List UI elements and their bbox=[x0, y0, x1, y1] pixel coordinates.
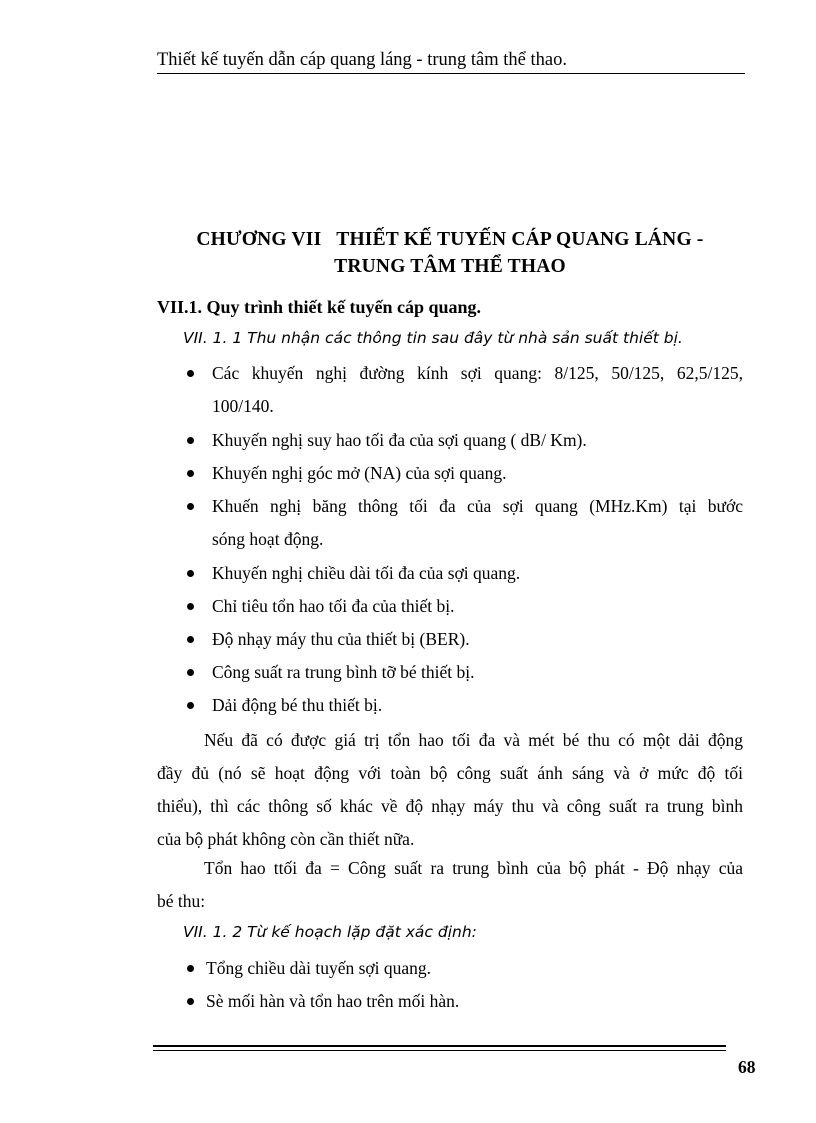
list-item: Các khuyến nghị đường kính sợi quang: 8/125, 50/125, 62,5/125, bbox=[212, 363, 743, 383]
list-item: Sè mối hàn và tổn hao trên mối hàn. bbox=[206, 991, 460, 1011]
list-item: Độ nhạy máy thu của thiết bị (BER). bbox=[212, 629, 470, 649]
bullet-icon bbox=[187, 370, 194, 377]
list-item: Khuyến nghị góc mở (NA) của sợi quang. bbox=[212, 463, 507, 483]
chapter-title-line-2: TRUNG TÂM THỂ THAO bbox=[334, 256, 566, 277]
bullet-icon bbox=[187, 603, 194, 610]
paragraph-line: thiểu), thì các thông số khác về độ nhạy máy thu và công suất ra trung bình bbox=[157, 796, 743, 816]
section-heading: VII.1. Quy trình thiết kế tuyến cáp quang. bbox=[157, 297, 482, 317]
running-header: Thiết kế tuyến dẫn cáp quang láng - trung tâm thể thao. bbox=[157, 49, 745, 74]
list-item: Tổng chiều dài tuyến sợi quang. bbox=[206, 958, 432, 978]
paragraph-line: Tổn hao ttối đa = Công suất ra trung bình của bộ phát - Độ nhạy của bbox=[204, 858, 743, 878]
bullet-icon bbox=[187, 636, 194, 643]
bullet-icon bbox=[187, 669, 194, 676]
bullet-icon bbox=[187, 570, 194, 577]
list-item: Chỉ tiêu tổn hao tối đa của thiết bị. bbox=[212, 596, 455, 616]
bullet-icon bbox=[187, 965, 194, 972]
list-item-continuation: sóng hoạt động. bbox=[212, 529, 324, 549]
footer-rule bbox=[153, 1050, 726, 1051]
list-item: Công suất ra trung bình tỡ bé thiết bị. bbox=[212, 662, 475, 682]
paragraph-line: bé thu: bbox=[157, 891, 206, 911]
paragraph-line: của bộ phát không còn cần thiết nữa. bbox=[157, 829, 415, 849]
footer-rule bbox=[153, 1045, 726, 1047]
bullet-icon bbox=[187, 998, 194, 1005]
list-item: Khuyến nghị suy hao tối đa của sợi quang ( dB/ Km). bbox=[212, 430, 587, 450]
page-number: 68 bbox=[738, 1057, 756, 1077]
bullet-icon bbox=[187, 470, 194, 477]
chapter-title-line-1: CHƯƠNG VII THIẾT KẾ TUYẾN CÁP QUANG LÁNG - bbox=[196, 229, 704, 250]
list-item: Dải động bé thu thiết bị. bbox=[212, 695, 383, 715]
bullet-icon bbox=[187, 702, 194, 709]
list-item-continuation: 100/140. bbox=[212, 396, 274, 416]
bullet-icon bbox=[187, 437, 194, 444]
subsection-title: VII. 1. 2 Từ kế hoạch lặp đặt xác định: bbox=[183, 923, 477, 941]
subsection-title: VII. 1. 1 Thu nhận các thông tin sau đây từ nhà sản suất thiết bị. bbox=[183, 329, 683, 347]
paragraph-line: Nếu đã có được giá trị tổn hao tối đa và mét bé thu có một dải động bbox=[204, 730, 743, 750]
list-item: Khuến nghị băng thông tối đa của sợi quang (MHz.Km) tại bước bbox=[212, 496, 743, 516]
paragraph-line: đầy đủ (nó sẽ hoạt động với toàn bộ công suất ánh sáng và ở mức độ tối bbox=[157, 763, 743, 783]
bullet-icon bbox=[187, 503, 194, 510]
list-item: Khuyến nghị chiều dài tối đa của sợi quang. bbox=[212, 563, 521, 583]
